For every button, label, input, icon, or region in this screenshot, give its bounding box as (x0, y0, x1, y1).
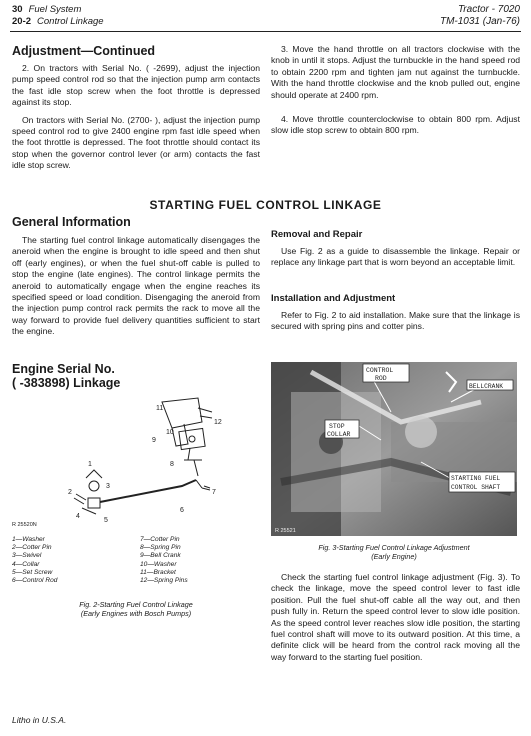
installation-paragraph: Refer to Fig. 2 to aid installation. Make sure that the linkage is secured with spring pins and cotter pins. (271, 310, 520, 332)
sub-number: 20-2 (12, 16, 32, 27)
bell-crank-part (179, 428, 205, 449)
cotter-pin-left-part (74, 494, 86, 504)
figure-2-legend-right (140, 536, 260, 585)
adjustment-paragraph-4: 4. Move throttle counterclockwise to obtain 800 rpm. Adjust slow idle stop screw to obtain 800 rpm. (271, 114, 520, 136)
adjustment-left-column (12, 63, 260, 172)
legend-item: 6—Control Rod (12, 577, 58, 585)
figure-3-caption (271, 543, 517, 561)
label-rod: ROD (375, 375, 387, 382)
engine-serial-line1: Engine Serial No. (12, 362, 115, 376)
callout-11: 11 (156, 405, 164, 412)
figure-2-caption-line2: (Early Engines with Bosch Pumps) (80, 609, 192, 618)
adjustment-right-column (271, 44, 520, 137)
callout-8: 8 (170, 461, 174, 468)
adjustment-paragraph-3: 3. Move the hand throttle on all tractors clockwise with the knob in until it stops. Adjust the turnbuckle in the hand speed rod to obtain 2200 rpm and tighten jam nut against the turnbuckle. With the hand throttle clockwise and the knob pulled out, engine should operate at 2400 rpm. (271, 44, 520, 100)
adjustment-paragraph-serial: On tractors with Serial No. (2700- ), adjust the injection pump speed control rod to give 2400 engine rpm fast idle speed when the foot throttle is depressed. The foot throttle should contact its stop when the governor control lever (or arm) contacts the fast idle stop screw. (12, 114, 260, 171)
legend-item: 12—Spring Pins (140, 577, 188, 585)
installation-body (271, 310, 520, 333)
removal-heading: Removal and Repair (271, 229, 363, 240)
label-collar: COLLAR (327, 431, 351, 438)
swivel-part (89, 481, 99, 491)
callout-6: 6 (180, 507, 184, 514)
footer-litho: Litho in U.S.A. (12, 715, 67, 725)
header-right (440, 4, 520, 28)
callout-1: 1 (88, 461, 92, 468)
figure-2-legend-left (12, 536, 122, 585)
legend-item: 10—Washer (140, 560, 177, 568)
label-control-shaft: CONTROL SHAFT (451, 484, 501, 491)
label-bellcrank: BELLCRANK (469, 383, 504, 390)
figure-3-caption-line2: (Early Engine) (371, 552, 417, 561)
legend-item: 7—Cotter Pin (140, 536, 180, 543)
engine-serial-heading (12, 362, 120, 390)
check-paragraph: Check the starting fuel control linkage adjustment (Fig. 3). To check the linkage, move the speed control lever to fast idle position. Pull the fuel shut-off cable all the way out, and then push fully in. Return the speed control lever to slow idle position. As the speed control lever reaches slow idle position, the starting fuel control shaft will move to its outward position. At this time, a definite click will be heard from the control rack moving all the way forward to the starting fuel position. (271, 572, 520, 662)
legend-item: 2—Cotter Pin (12, 544, 52, 552)
general-info-heading: General Information (12, 215, 131, 229)
page-number: 30 (12, 4, 23, 15)
callout-9: 9 (152, 437, 156, 444)
general-info-paragraph: The starting fuel control linkage automatically disengages the aneroid when the engine is brought to idle speed and then shut off (early engines), or when the fuel shut-off cable is pulled to stop the engine (late engines). The control linkage permits the aneroid to automatically engage when the engine reaches its specified speed or load condition. Disengaging the aneroid from the injection pump control rack permits the rack to move all the way forward to provide fuel delivery quantities sufficient to start the engine. (12, 235, 260, 337)
section-title: STARTING FUEL CONTROL LINKAGE (149, 198, 382, 212)
sub-section-name: Control Linkage (37, 16, 104, 27)
legend-item: 11—Bracket (140, 568, 176, 576)
cotter-pin-part (202, 486, 210, 490)
header-left (12, 4, 104, 28)
figure-3-photo (271, 362, 517, 536)
callout-7: 7 (212, 489, 216, 496)
adjustment-heading: Adjustment—Continued (12, 44, 156, 58)
rod-bend (196, 480, 202, 488)
callout-4: 4 (76, 513, 80, 520)
callout-12: 12 (214, 419, 222, 426)
adjustment-paragraph-2: 2. On tractors with Serial No. ( -2699), adjust the injection pump speed control rod so that the injection pump arm contacts the fast idle stop screw when the foot throttle is depressed against its stop. (12, 63, 260, 108)
figure-2-caption-line1: Fig. 2-Starting Fuel Control Linkage (79, 600, 193, 609)
model-title: Tractor - 7020 (457, 4, 520, 15)
callout-5: 5 (104, 517, 108, 524)
label-starting-fuel: STARTING FUEL (451, 475, 501, 482)
figure-3-caption-line1: Fig. 3-Starting Fuel Control Linkage Adjustment (318, 543, 470, 552)
legend-item: 4—Collar (12, 560, 40, 568)
callout-2: 2 (68, 489, 72, 496)
removal-body (271, 246, 520, 269)
legend-item: 9—Bell Crank (140, 552, 181, 560)
installation-heading: Installation and Adjustment (271, 293, 396, 304)
header-rule (10, 31, 521, 32)
callout-10: 10 (166, 429, 174, 436)
control-rod-part (100, 480, 196, 502)
check-body (271, 572, 520, 663)
figure-2-code: R 25520N (12, 522, 37, 528)
figure-3-code: R 25521 (275, 528, 296, 534)
figure-2-caption (12, 600, 260, 618)
washer-part (86, 470, 102, 478)
legend-item: 3—Swivel (12, 552, 42, 560)
legend-item: 5—Set Screw (12, 568, 53, 576)
bell-crank-hole (189, 436, 195, 442)
legend-item: 8—Spring Pin (140, 544, 181, 552)
general-info-body (12, 235, 260, 338)
section-name: Fuel System (28, 4, 82, 15)
crank-arm (188, 448, 198, 476)
figure-2-linkage-drawing (12, 390, 260, 530)
collar-part (88, 498, 100, 508)
manual-number: TM-1031 (Jan-76) (439, 16, 520, 27)
label-control: CONTROL (366, 367, 394, 374)
removal-paragraph: Use Fig. 2 as a guide to disassemble the linkage. Repair or replace any linkage part that is worn beyond an acceptable limit. (271, 246, 520, 268)
callout-3: 3 (106, 483, 110, 490)
bracket-part (162, 398, 202, 428)
engine-serial-line2: ( -383898) Linkage (12, 376, 121, 390)
label-stop: STOP (329, 423, 345, 430)
set-screw-part (82, 508, 96, 514)
legend-item: 1—Washer (12, 536, 45, 543)
